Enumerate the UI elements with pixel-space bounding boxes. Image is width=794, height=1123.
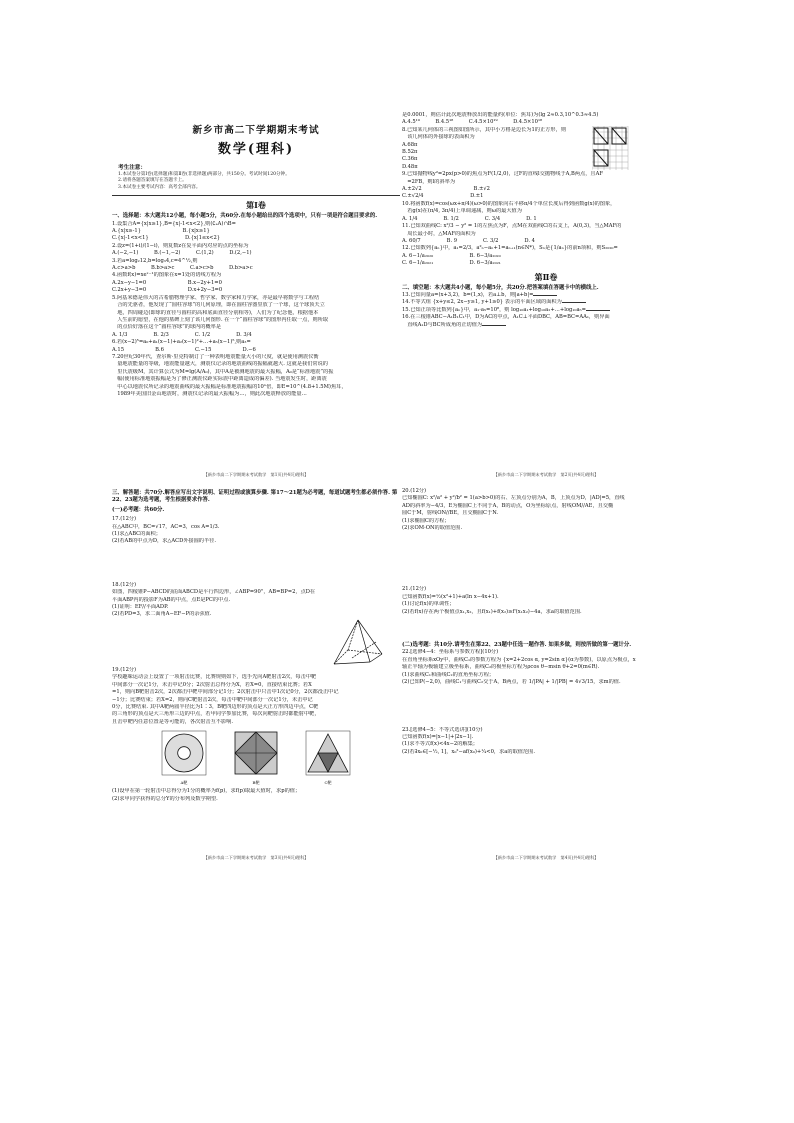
text-line: (2)求甲同学获得的总分Y的分布列及数学期望. <box>112 795 218 802</box>
text-line: 在直角坐标系xOy中，曲线C₁的参数方程为 {x=2+2cos α, y=2sin α}(α为参数)，以原点为极点，x <box>402 656 636 663</box>
text-line: (2)若f(x)存在两个极值点x₁,x₂，且f(x₁)+f(x₂)≥f'(x₁x₂)−4a，求a的取值范围. <box>402 608 582 615</box>
answer-blank <box>562 302 586 303</box>
question-number: 17.(12分) <box>112 516 137 523</box>
text-line: 中间部分一次记1分，未击中记0分；2次射击总得分为X，若X=0，直接结束比赛；若X <box>112 681 312 688</box>
divider <box>112 195 400 196</box>
text-line: 11.已知双曲线C: x²/3 − y² = 1的左焦点为F，点M在双曲线C的右支上，A(0,3)，当△MAF的 <box>402 223 622 230</box>
figure-caption: C靶 <box>324 780 332 786</box>
text-line: 如图，四棱锥P−ABCD的底面ABCD是平行四边形，∠ABP=90°，AB=BP=2，点D在 <box>112 589 316 596</box>
text-line: 10.将函数f(x)=cos(ωx+π/4)(ω>0)的图象向右平移π/4个单位长度后得到函数g(x)的图象， <box>402 200 616 207</box>
note-line: 1.本试卷分第Ⅰ卷(选择题)和第Ⅱ卷(非选择题)两部分，共150分。考试时间120分钟。 <box>118 172 290 177</box>
question-lines <box>112 221 400 399</box>
text-line: 在△ABC中，BC=√17，AC=3，cos A=1/3. <box>112 523 220 530</box>
figure-caption: B靶 <box>252 780 260 786</box>
text-line: 9.已知抛物线y²=2px(p>0)的焦点为F(1/2,0)，过F的直线l交抛物线于A,B两点，且AF <box>402 171 603 178</box>
fill-question <box>402 307 690 314</box>
circle-target-icon <box>161 730 207 776</box>
exam-subject: 数学(理科) <box>217 142 295 157</box>
question-lines <box>402 112 690 268</box>
exam-page-3 <box>112 488 400 863</box>
text-line: (2)若AB的中点为D，求△ACD外接圆的半径. <box>112 538 217 545</box>
text-line: (2)已知P(−2,0)，曲线C₁与曲线C₂交于A，B两点，若 1/|PA| + 1/|PB| = 4√3/15，求m的值. <box>402 679 621 686</box>
text-line: 12.已知数列{aₙ}中，a₁=2/3，a²ₙ−aₙ+1=aₙ₊₁(n∈N*)，Sₙ是{1/aₙ}的前n项和，则S₂₀₂₀= <box>402 245 618 252</box>
text-line: B.52π <box>402 149 418 156</box>
text-line: A.±2√2 B.±√2 <box>402 186 490 193</box>
text-line: =1，则向B靶射击2次，2次都击中靶中间部分记1分；2次射击中只击中1次记0分，2次都没击中记 <box>112 689 339 696</box>
text-line: 平面ABP内的投影F为AB的中点，点E是PC的中点. <box>112 596 231 603</box>
text-line: 地，四周碰边(即球的直径与圆柱的高和底面直径分别相等)，人们为了纪念他，根据他本 <box>112 309 319 316</box>
text-line: 3.若a=log₂12,b=log₃4,c=4^½,则 <box>112 257 198 264</box>
question-23 <box>402 727 690 757</box>
note-line: 2.请将各题答案填写在答题卡上。 <box>118 178 187 184</box>
text-line: C.36π <box>402 156 418 163</box>
text-line: C. 6−1/a₂₀₂₁ D. 6−3/a₂₀₂₁ <box>402 260 501 267</box>
text-line: (2)若∃x₀∈[−½, 1]，x₀²−af(x₀)+¼<0，求a的取值范围. <box>402 748 535 755</box>
answer-blank <box>586 310 610 311</box>
text-line: 中心以地震仪所记录的地震曲线的最大振幅是标准地震振幅的10ⁿ倍，即E=10^(4.8+1.5M)焦耳， <box>112 383 347 390</box>
exam-page-2 <box>402 112 690 480</box>
text-line: AD的斜率为−4/3，E为椭圆C上不同于A，B的动点，O为坐标原点，射线OM//AE，且交椭 <box>402 502 614 509</box>
question-number: 19.(12分) <box>112 666 137 673</box>
text-line: A.(−2,−1) B.(−1,−2) C.(1,2) D.(2,−1) <box>112 250 252 257</box>
triangle-target-icon <box>305 730 351 776</box>
text-line: C.{x|-1<x<1} D.{x|1≤x<2} <box>112 235 221 242</box>
text-line: A. 1/3 B. 2/3 C. 1/2 D. 3/4 <box>112 331 252 338</box>
exam-title: 新乡市高二下学期期末考试 <box>192 125 320 136</box>
text-line: 周长最小时，△MAF的面积为 <box>402 230 476 237</box>
text-line: 该几何体的外接球的表面积为 <box>402 134 475 141</box>
target-c <box>305 730 351 786</box>
text-line: 圆C于M，射线ON//BE，且交椭圆C于N. <box>402 510 499 517</box>
text-line: 幅(使用标准地震振幅是为了修正测震仪距实际震中距离造成的偏差). 当地震发生时，距离震 <box>112 376 327 383</box>
question-number: 21.(12分) <box>402 586 427 593</box>
target-a <box>161 730 207 786</box>
square-target-icon <box>233 730 279 776</box>
text-line: 已知椭圆C: x²/a² + y²/b² = 1(a>b>0)的右、左顶点分别为A，B，上顶点为D，|AD|=5，直线 <box>402 495 625 502</box>
exam-page-1 <box>112 112 400 480</box>
text-line: 量地震能量的等级，地震能量越大，测震仪记录的地震曲线的振幅就越大. 这就是我们常说的 <box>112 361 328 368</box>
question-text: 15.已知正项等比数列{aₙ}中，a₁·a₅=10⁸，则 log₁₀a₁+log₁₀a₂+…+log₁₀a₅= <box>402 306 586 313</box>
part-two-heading: 第Ⅱ卷 <box>534 271 558 282</box>
text-line: (1)讨论f(x)的单调性； <box>402 601 455 608</box>
text-line: A. 1/4 B. 1/2 C. 3/4 D. 1 <box>402 215 537 222</box>
page-footer: 【新乡市高二下学期期末考试数学 第3页(共4页)理科】 <box>203 855 309 860</box>
figure-caption: A靶 <box>180 780 188 786</box>
question-21 <box>402 586 690 616</box>
notes-heading: 考生注意： <box>118 165 146 171</box>
text-line: A.c>a>b B.b>a>c C.a>c>b D.b>a>c <box>112 265 253 272</box>
text-line: (1)求不等式f(x)<4x−2的解集； <box>402 741 478 748</box>
section-heading: (二)选考题：共10分.请考生在第22、23题中任选一题作答. 如果多做，则按所做的第一题计分. <box>402 642 632 649</box>
required-heading: (一)必考题：共60分. <box>112 506 165 513</box>
question-number: 23.[选修4−5：不等式选讲](10分) <box>402 726 483 733</box>
text-line: (2)求OM·ON的取值范围. <box>402 525 463 532</box>
question-22 <box>402 649 690 686</box>
answer-blank <box>482 325 506 326</box>
text-line: 1.设集合A={x|x≥1},B={x|-1<x<2},则(∁ₐA)∩B= <box>112 220 236 227</box>
fill-question <box>402 292 690 299</box>
page-footer: 【新乡市高二下学期期末考试数学 第4页(共4页)理科】 <box>493 855 599 860</box>
text-line: D.48π <box>402 163 418 170</box>
question-number: 18.(12分) <box>112 581 137 588</box>
text-line: (1)求椭圆C的方程； <box>402 517 450 524</box>
text-line: 的点恰好落在这个“圆柱容球”的球内的概率是 <box>112 324 222 331</box>
fill-question <box>402 322 690 329</box>
fill-question: 16.在三棱锥ABC−A₁B₁C₁中，D为AC的中点，A₁C⊥平面DBC，AB=BC=AA₁，则异面 <box>402 314 610 321</box>
text-line: (2)若PD=3，求二面角A−EF−P的余弦值. <box>112 611 212 618</box>
target-figures <box>112 730 400 786</box>
text-line: A.15 B.6 C.−15 D.−6 <box>112 346 256 353</box>
pyramid-figure <box>330 618 386 670</box>
text-line: 已知函数f(x)=|x−1|+|2x−1|. <box>402 733 474 740</box>
text-line: 里氏震级M，其计算公式为M=lg(A/A₀)，其中A是被测地震的最大振幅，A₀是“标准地震”的振 <box>112 368 334 375</box>
text-line: (1)设甲在第一轮射击中总得分为1分的概率为f(p)，求f(p)取最大值时，求p的值； <box>112 788 301 795</box>
three-view-grid-figure <box>592 126 630 170</box>
text-line: A.4.5¹⁹ B.4.5¹⁸ C.4.5×10¹⁹ D.4.5×10¹⁸ <box>402 119 543 126</box>
text-line: A. 6−1/a₂₀₂₀ B. 6−3/a₂₀₂₀ <box>402 252 501 259</box>
answer-blank <box>533 295 557 296</box>
text-line: (1)求△ABC的面积； <box>112 531 161 538</box>
fill-question <box>402 299 690 306</box>
question-20 <box>402 488 690 532</box>
section-heading: 二、填空题：本大题共4小题，每小题5分，共20分.把答案填在答题卡中的横线上. <box>402 284 599 291</box>
text-line: 是0.0001，则估计此次地震释放出的能量约(单位：焦耳)为(lg 2≈0.3,10^0.3≈4.5) <box>402 112 599 118</box>
text-line: (1)证明：EF//平面ADP. <box>112 604 169 611</box>
text-line: 学校趣味运动会上设置了一项射击比赛，比赛规则如下，选手先向A靶射击2次，每击中靶 <box>112 674 317 681</box>
question-18 <box>112 582 400 619</box>
text-line: C.±√2/4 D.±1 <box>402 193 484 200</box>
text-line: (1)求曲线C₁和曲线C₂的直角坐标方程； <box>402 671 495 678</box>
text-line: 0分，比赛结束. 其中A靶两圆半径比为1∶3，B靶四边形的顶点是大正方形四边中点，C靶 <box>112 703 319 710</box>
text-line: 人生前的愿望，在他的墓碑上刻了该几何图形. 在一个“圆柱容球”的图形内任取一点，则所取 <box>112 316 329 323</box>
text-line: 5.阿基米德是伟大的古希腊物理学家、哲学家、数学家和力学家，亦是最早将数学与工程结 <box>112 294 320 301</box>
text-line: 4.函数f(x)=xeˣ⁻¹的图象在x=1处的切线方程为 <box>112 272 222 279</box>
target-b <box>233 730 279 786</box>
text-line: 轴正半轴为极轴建立极坐标系，曲线C₂的极坐标方程为ρcos θ−msin θ+2=0(m∈R). <box>402 664 600 671</box>
text-line: 8.已知某几何体的三视图如图所示，其中小方格是边长为1的正方形，则 <box>402 126 566 133</box>
section-heading: 一、选择题：本大题共12小题，每小题5分，共60分.在每小题给出的四个选项中，只有一项是符合题目要求的. <box>112 213 378 220</box>
text-line: 7.20世纪30年代，查尔斯·里克特制订了一种表明地震能量大小的尺度，就是使用测震仪衡 <box>112 353 319 360</box>
candidate-notes <box>118 163 400 191</box>
optional-section <box>402 642 690 649</box>
question-17 <box>112 516 400 546</box>
text-line: C.2x+y−3=0 D.x+2y−3=0 <box>112 287 223 294</box>
question-text: 直线A₁D与BC所成角的正切值为 <box>402 321 483 328</box>
question-number: 20.(12分) <box>402 488 427 494</box>
page-footer: 【新乡市高二下学期期末考试数学 第1页(共4页)理科】 <box>203 472 309 477</box>
text-line: 若g(x)在(π/4, 3π/4)上单调递减，则ω的最大值为 <box>402 208 522 215</box>
text-line: 且击中靶内任意位置是等可能的，各次射击互不影响. <box>112 718 233 725</box>
text-line: A. 60/7 B. 9 C. 3/2 D. 4 <box>402 237 535 244</box>
text-line: 6.若(x−2)⁵=a₀+a₁(x−1)+a₂(x−1)²+…+a₅(x−1)⁵,则a₃= <box>112 339 251 346</box>
exam-page-4 <box>402 488 690 863</box>
text-line: A.68π <box>402 141 418 148</box>
text-line: 1989年美国旧金山地震时，测震仪记录的最大振幅为…，则此次地震释放的能量… <box>112 390 307 397</box>
section-heading: 三、解答题：共70分.解答应写出文字说明、证明过程或演算步骤. 第17～21题为必考题，每道试题考生都必须作答. 第22、23题为选考题，考生根据要求作答. <box>112 490 398 504</box>
text-line: 已知函数f(x)=½(x²+1)+a(ln x−4x+1). <box>402 593 499 600</box>
text-line: A.2x−y−1=0 B.x−2y+1=0 <box>112 279 222 286</box>
text-line: =2FB，则l的斜率为 <box>402 178 456 185</box>
part-one-heading: 第Ⅰ卷 <box>246 200 266 211</box>
question-text: 14.不等式组 {x+y≤2, 2x−y≥1, y+1≥0} 表示的平面区域的面积为 <box>402 299 562 306</box>
text-line: 合的先驱者，他发现了“圆柱容球”的几何原理，即在圆柱容器里放了一个球，这个球顶天立 <box>112 302 325 309</box>
question-text: 13.已知向量a=(x+3,2)，b=(1,x)，若a⊥b，则|a+b|= <box>402 291 534 298</box>
text-line: 的三角形的顶点是大三角形三边的中点，若甲同学参加比赛，每次向靶射击时都能射中靶， <box>112 711 320 718</box>
question-19 <box>112 667 400 803</box>
text-line: 2.设z=(1+i)/(1−i)，则复数z在复平面内对应的点的坐标为 <box>112 242 249 249</box>
text-line: −1分；比赛结束；若X=2，则向C靶射击2次，每击中靶中间部分一次记1分，未击中记 <box>112 696 313 703</box>
note-line: 3.本试卷主要考试内容：高考全部内容。 <box>118 184 201 190</box>
page-footer: 【新乡市高二下学期期末考试数学 第2页(共4页)理科】 <box>493 472 599 477</box>
question-number: 22.[选修4−4：坐标系与参数方程](10分) <box>402 649 499 656</box>
text-line: A.{x|x≥-1} B.{x|x≥1} <box>112 228 210 235</box>
